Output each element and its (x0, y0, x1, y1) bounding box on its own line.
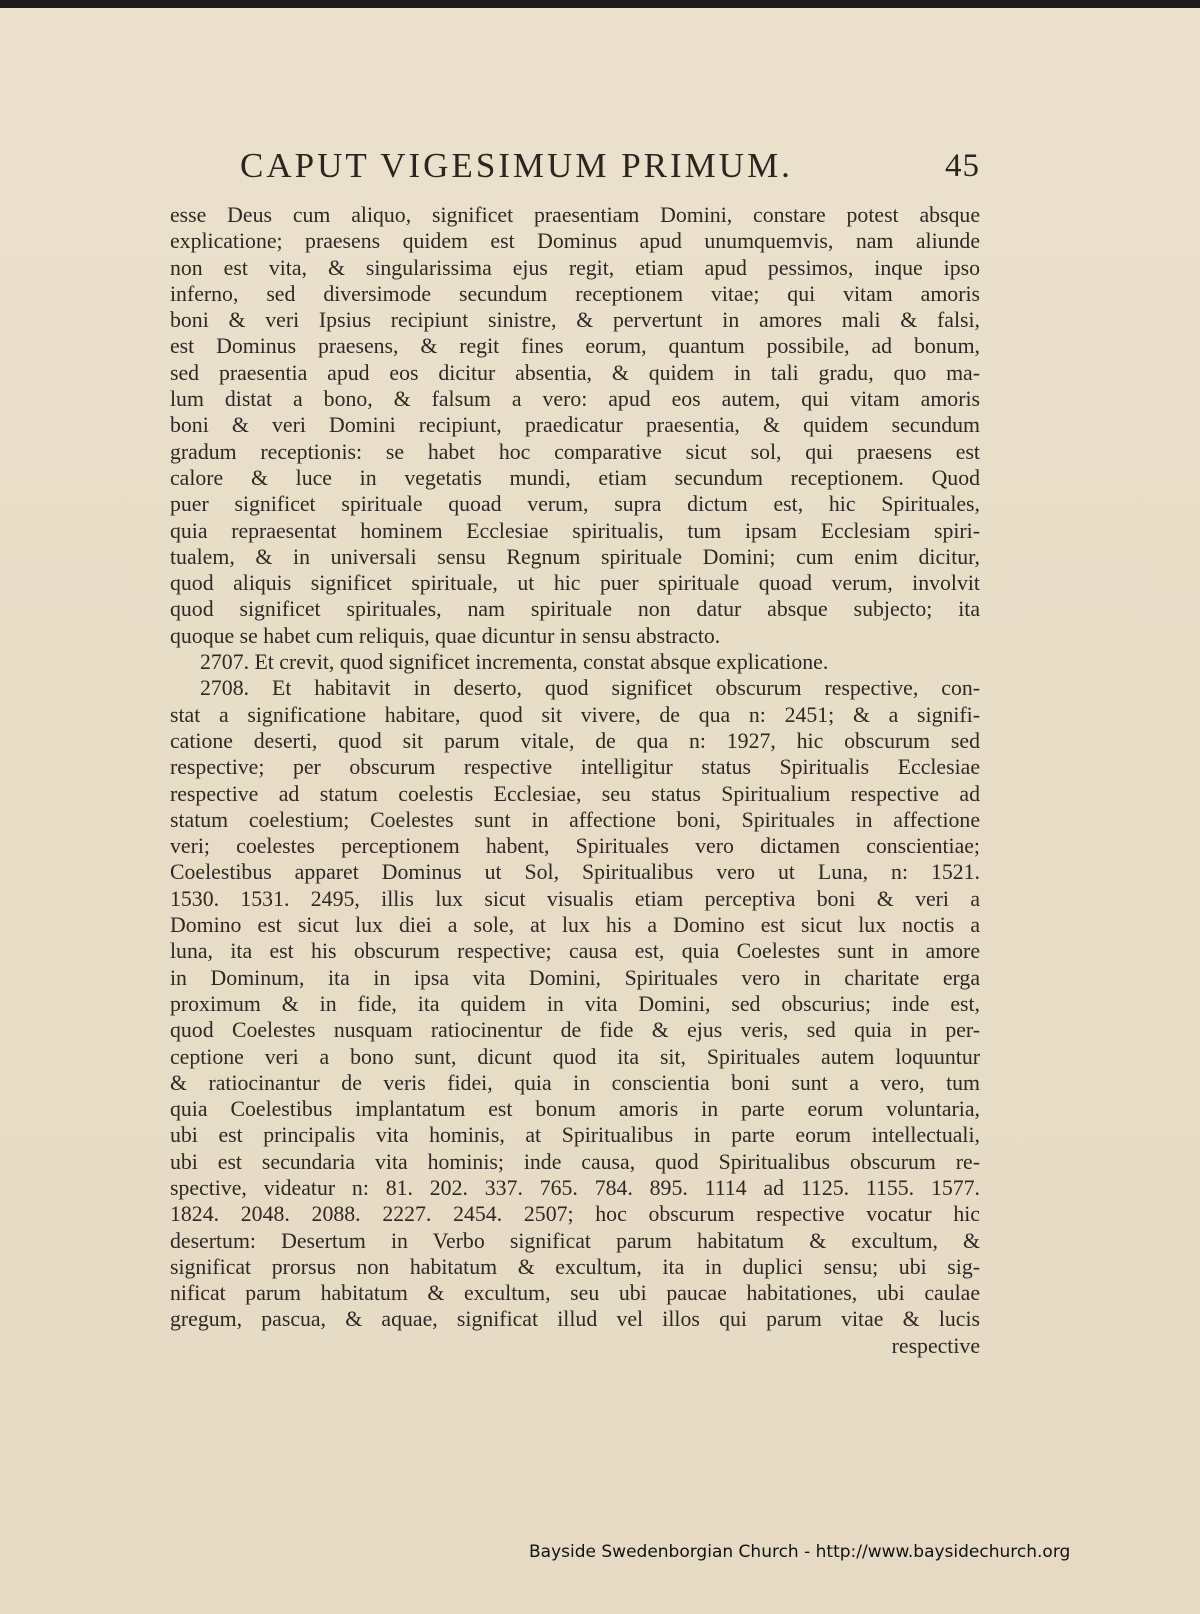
text-line: puer significet spirituale quoad verum, supra dictum est, hic Spirituales, (170, 492, 980, 517)
text-line: stat a significatione habitare, quod sit vivere, de qua n: 2451; & a signifi- (170, 702, 980, 727)
footer-credit: Bayside Swedenborgian Church - http://www.baysidechurch.org (529, 1542, 1071, 1562)
text-line: inferno, sed diversimode secundum receptionem vitae; qui vitam amoris (170, 281, 980, 306)
text-line: quod aliquis significet spirituale, ut hic puer spirituale quoad verum, involvit (170, 571, 980, 596)
text-line: in Dominum, ita in ipsa vita Domini, Spirituales vero in charitate erga (170, 965, 980, 990)
text-line: quia repraesentat hominem Ecclesiae spiritualis, tum ipsam Ecclesiam spiri- (170, 518, 980, 543)
text-line: tualem, & in universali sensu Regnum spirituale Domini; cum enim dicitur, (170, 544, 980, 569)
text-line: ceptione veri a bono sunt, dicunt quod ita sit, Spirituales autem loquuntur (170, 1044, 980, 1069)
text-line: desertum: Desertum in Verbo significat parum habitatum & excultum, & (170, 1228, 980, 1253)
text-line: spective, videatur n: 81. 202. 337. 765. 784. 895. 1114 ad 1125. 1155. 1577. (170, 1175, 980, 1200)
text-line: quoque se habet cum reliquis, quae dicuntur in sensu abstracto. (170, 623, 721, 648)
page-header (240, 146, 980, 196)
text-line: catione deserti, quod sit parum vitale, de qua n: 1927, hic obscurum sed (170, 728, 980, 753)
text-line: nificat parum habitatum & excultum, seu ubi paucae habitationes, ubi caulae (170, 1281, 980, 1306)
text-line: respective ad statum coelestis Ecclesiae, seu status Spiritualium respective ad (170, 781, 980, 806)
text-line: explicatione; praesens quidem est Dominus apud unumquemvis, nam aliunde (170, 229, 980, 254)
text-line: gradum receptionis: se habet hoc comparative sicut sol, qui praesens est (170, 439, 980, 464)
text-line: boni & veri Domini recipiunt, praedicatur praesentia, & quidem secundum (170, 413, 980, 438)
text-line: quia Coelestibus implantatum est bonum amoris in parte eorum voluntaria, (170, 1097, 980, 1122)
text-line: quod Coelestes nusquam ratiocinentur de fide & ejus veris, sed quia in per- (170, 1018, 980, 1043)
text-line: significat prorsus non habitatum & excultum, ita in duplici sensu; ubi sig- (170, 1254, 980, 1279)
text-line: boni & veri Ipsius recipiunt sinistre, & pervertunt in amores mali & falsi, (170, 308, 980, 333)
text-line: respective; per obscurum respective intelligitur status Spiritualis Ecclesiae (170, 755, 980, 780)
text-line: quod significet spirituales, nam spirituale non datur absque subjecto; ita (170, 597, 980, 622)
text-line: est Dominus praesens, & regit fines eorum, quantum possibile, ad bonum, (170, 334, 980, 359)
text-line: proximum & in fide, ita quidem in vita Domini, sed obscurius; inde est, (170, 991, 980, 1016)
text-line: 1824. 2048. 2088. 2227. 2454. 2507; hoc obscurum respective vocatur hic (170, 1202, 980, 1227)
catchword: respective (891, 1333, 980, 1358)
text-line: Domino est sicut lux diei a sole, at lux his a Domino est sicut lux noctis a (170, 913, 980, 938)
text-line: esse Deus cum aliquo, significet praesentiam Domini, constare potest absque (170, 203, 980, 227)
chapter-title: CAPUT VIGESIMUM PRIMUM. (240, 146, 793, 185)
text-line: & ratiocinantur de veris fidei, quia in conscientia boni sunt a vero, tum (170, 1070, 980, 1095)
paragraph-2708: 2708. Et habitavit in deserto, quod significet obscurum respective, con- (200, 676, 980, 701)
scan-top-edge (0, 0, 1200, 8)
text-line: veri; coelestes perceptionem habent, Spirituales vero dictamen conscientiae; (170, 834, 980, 859)
text-line: luna, ita est his obscurum respective; causa est, quia Coelestes sunt in amore (170, 939, 980, 964)
text-line: gregum, pascua, & aquae, significat illud vel illos qui parum vitae & lucis (170, 1307, 980, 1332)
body-text (170, 202, 980, 1359)
text-line: lum distat a bono, & falsum a vero: apud eos autem, qui vitam amoris (170, 387, 980, 412)
text-line: statum coelestium; Coelestes sunt in affectione boni, Spirituales in affectione (170, 807, 980, 832)
page-number: 45 (945, 148, 980, 184)
text-line: non est vita, & singularissima ejus regit, etiam apud pessimos, inque ipso (170, 255, 980, 280)
text-line: 1530. 1531. 2495, illis lux sicut visualis etiam perceptiva boni & veri a (170, 886, 980, 911)
text-line: sed praesentia apud eos dicitur absentia, & quidem in tali gradu, quo ma- (170, 360, 980, 385)
text-line: ubi est secundaria vita hominis; inde causa, quod Spiritualibus obscurum re- (170, 1149, 980, 1174)
text-line: Coelestibus apparet Dominus ut Sol, Spiritualibus vero ut Luna, n: 1521. (170, 860, 980, 885)
text-line: calore & luce in vegetatis mundi, etiam secundum receptionem. Quod (170, 465, 980, 490)
paragraph-2707: 2707. Et crevit, quod significet incrementa, constat absque explicatione. (200, 650, 829, 675)
text-line: ubi est principalis vita hominis, at Spiritualibus in parte eorum intellectuali, (170, 1123, 980, 1148)
